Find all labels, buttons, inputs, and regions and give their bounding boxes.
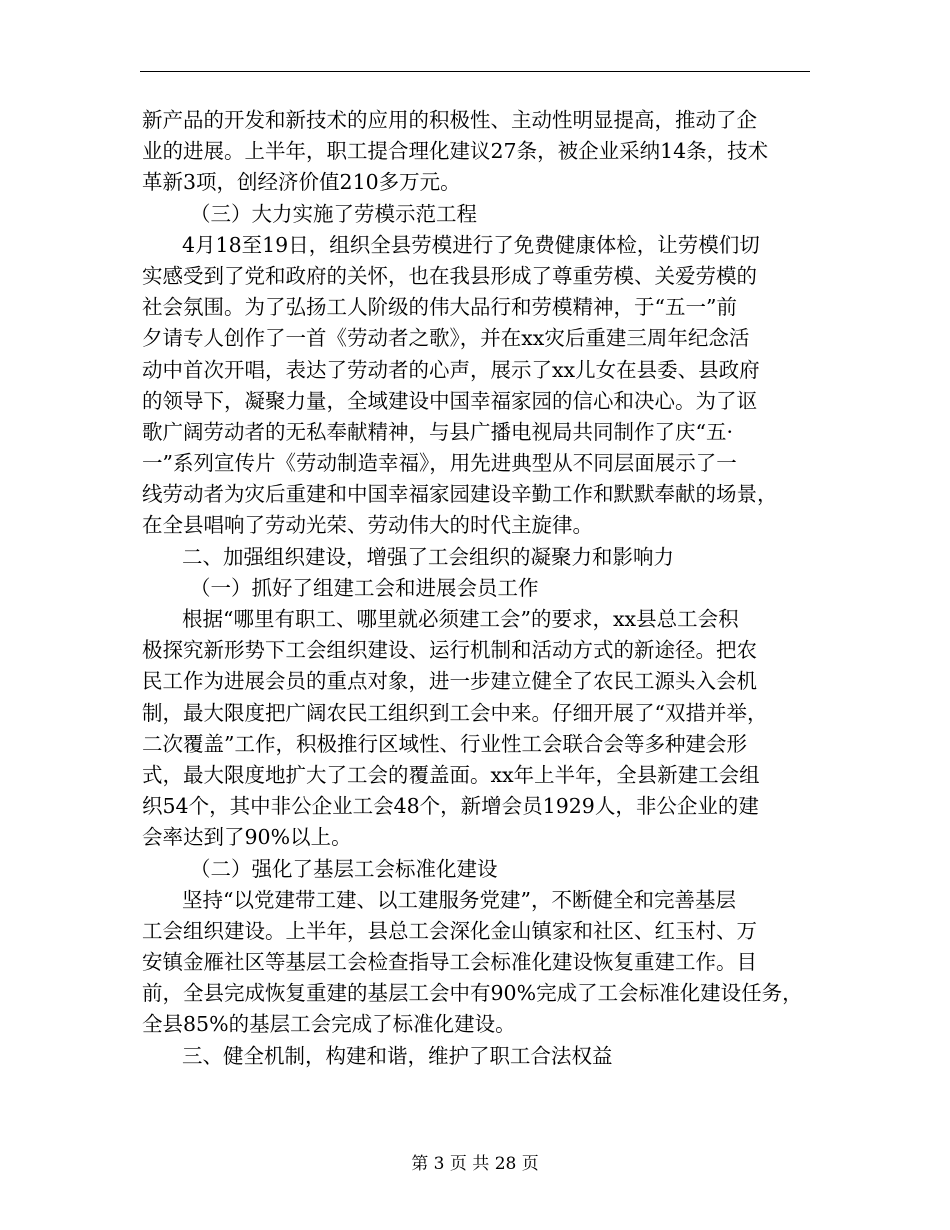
paragraph-line: 织54个，其中非公企业工会48个，新增会员1929人，非公企业的建 (142, 794, 759, 819)
paragraph-line: 制，最大限度把广阔农民工组织到工会中来。仔细开展了“双措并举， (142, 700, 768, 725)
paragraph-line: 一”系列宣传片《劳动制造幸福》，用先进典型从不同层面展示了一 (142, 451, 737, 476)
paragraph-line: 工会组织建设。上半年，县总工会深化金山镇家和社区、红玉村、万 (142, 918, 757, 943)
page-number: 第 3 页 共 28 页 (411, 1154, 539, 1174)
paragraph-line: 在全县唱响了劳动光荣、劳动伟大的时代主旋律。 (142, 513, 593, 538)
paragraph-line: 全县85%的基层工会完成了标准化建设。 (142, 1012, 516, 1037)
paragraph-line: 歌广阔劳动者的无私奉献精神，与县广播电视局共同制作了庆“五· (142, 419, 733, 444)
section-heading: 二、加强组织建设，增强了工会组织的凝聚力和影响力 (182, 544, 674, 569)
paragraph-line: 安镇金雁社区等基层工会检查指导工会标准化建设恢复重建工作。目 (142, 950, 757, 975)
section-heading: 三、健全机制，构建和谐，维护了职工合法权益 (182, 1043, 613, 1068)
document-body (142, 105, 822, 1072)
paragraph-line: 极探究新形势下工会组织建设、运行机制和活动方式的新途径。把农 (142, 638, 757, 663)
paragraph-line: 式，最大限度地扩大了工会的覆盖面。xx年上半年，全县新建工会组 (142, 762, 760, 787)
section-heading: （二）强化了基层工会标准化建设 (190, 856, 498, 881)
paragraph-line: 前，全县完成恢复重建的基层工会中有90%完成了工会标准化建设任务， (142, 981, 803, 1006)
paragraph-line: 二次覆盖”工作，积极推行区域性、行业性工会联合会等多种建会形 (142, 731, 747, 756)
paragraph-line: 夕请专人创作了一首《劳动者之歌》，并在xx灾后重建三周年纪念活 (142, 326, 750, 351)
paragraph-line: 的领导下，凝聚力量，全域建设中国幸福家园的信心和决心。为了讴 (142, 388, 757, 413)
paragraph-line: 根据“哪里有职工、哪里就必须建工会”的要求，xx县总工会积 (182, 607, 739, 631)
paragraph-line: 新产品的开发和新技术的应用的积极性、主动性明显提高，推动了企 (142, 108, 757, 132)
section-heading: （一）抓好了组建工会和进展会员工作 (190, 575, 539, 600)
header-rule (140, 71, 810, 72)
paragraph-line: 会率达到了90%以上。 (142, 825, 352, 850)
paragraph-line: 社会氛围。为了弘扬工人阶级的伟大品行和劳模精神，于“五一”前 (142, 295, 737, 320)
paragraph-line: 坚持“以党建带工建、以工建服务党建”，不断健全和完善基层 (182, 887, 736, 912)
paragraph-line: 实感受到了党和政府的关怀，也在我县形成了尊重劳模、关爱劳模的 (142, 263, 757, 288)
paragraph-line: 业的进展。上半年，职工提合理化建议27条，被企业采纳14条，技术 (142, 139, 769, 164)
paragraph-line: 动中首次开唱，表达了劳动者的心声，展示了xx儿女在县委、县政府 (142, 357, 760, 382)
paragraph-line: 民工作为进展会员的重点对象，进一步建立健全了农民工源头入会机 (142, 669, 757, 694)
section-heading: （三）大力实施了劳模示范工程 (190, 201, 477, 226)
paragraph-line: 4月18至19日，组织全县劳模进行了免费健康体检，让劳模们切 (182, 232, 760, 257)
paragraph-line: 革新3项，创经济价值210多万元。 (142, 170, 461, 195)
paragraph-line: 线劳动者为灾后重建和中国幸福家园建设辛勤工作和默默奉献的场景， (142, 482, 778, 507)
